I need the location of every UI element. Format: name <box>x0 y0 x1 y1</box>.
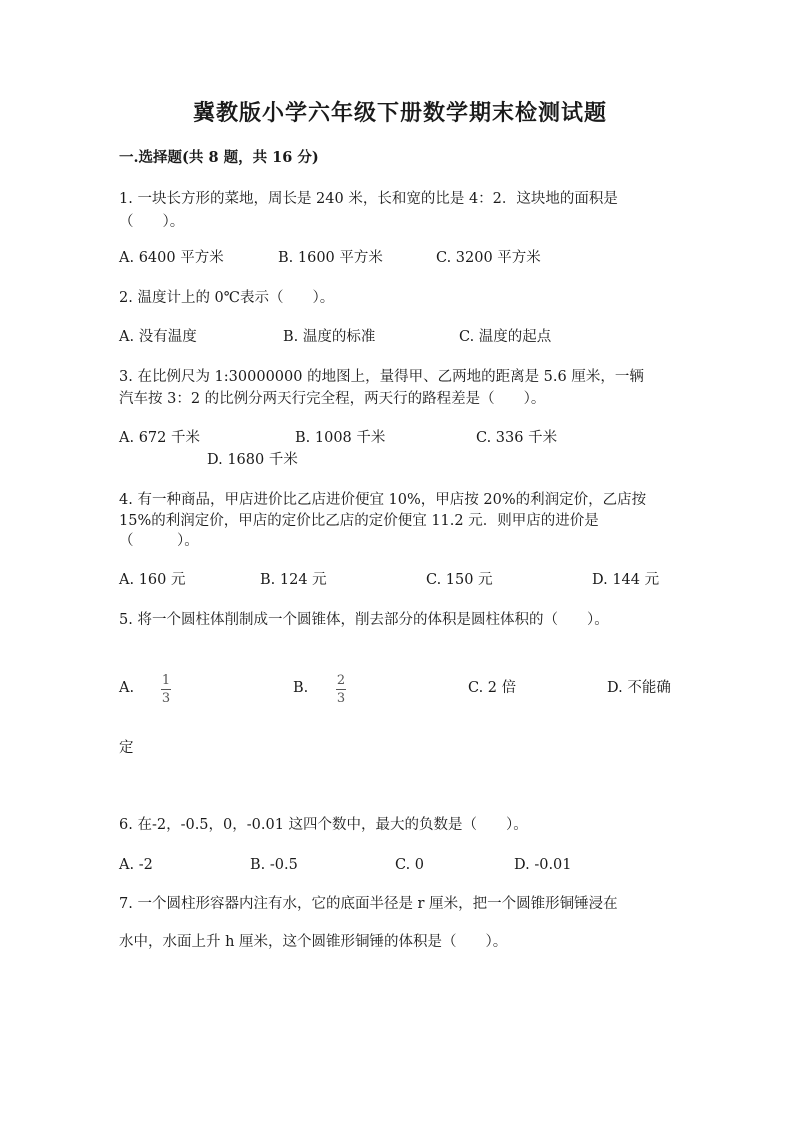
question-4-line-1: 4. 有一种商品，甲店进价比乙店进价便宜 10%，甲店按 20%的利润定价，乙店按 <box>119 492 647 508</box>
question-2-option-b: B. 温度的标准 <box>283 329 376 345</box>
section-heading: 一.选择题(共 8 题，共 16 分) <box>119 149 319 166</box>
question-5-option-d: D. 不能确 <box>607 680 671 696</box>
question-6-option-b: B. -0.5 <box>250 857 298 873</box>
question-7-line-2: 水中，水面上升 h 厘米，这个圆锥形铜锤的体积是（ ）。 <box>119 934 508 950</box>
question-1-line-2: （ ）。 <box>119 214 185 230</box>
question-1-line-1: 1. 一块长方形的菜地，周长是 240 米，长和宽的比是 4：2．这块地的面积是 <box>119 191 618 207</box>
question-2-option-c: C. 温度的起点 <box>459 329 552 345</box>
question-6-line-1: 6. 在-2，-0.5，0，-0.01 这四个数中，最大的负数是（ ）。 <box>119 817 528 833</box>
question-6-option-a: A. -2 <box>119 857 153 873</box>
question-3-option-a: A. 672 千米 <box>119 430 200 446</box>
question-5-option-b: B. <box>293 680 309 696</box>
fraction-a-numerator: 1 <box>161 673 171 688</box>
question-6-option-c: C. 0 <box>395 857 425 873</box>
question-3-option-b: B. 1008 千米 <box>295 430 386 446</box>
fraction-b-numerator: 2 <box>336 673 346 688</box>
fraction-a-denominator: 3 <box>161 691 171 706</box>
question-5-fraction-b <box>336 673 346 706</box>
question-3-line-2: 汽车按 3：2 的比例分两天行完全程，两天行的路程差是（ ）。 <box>119 391 546 407</box>
question-1-option-b: B. 1600 平方米 <box>278 250 383 266</box>
question-1-option-c: C. 3200 平方米 <box>436 250 541 266</box>
question-3-line-1: 3. 在比例尺为 1:30000000 的地图上，量得甲、乙两地的距离是 5.6 厘米，一辆 <box>119 369 644 385</box>
question-4-option-d: D. 144 元 <box>592 572 660 588</box>
question-3-option-c: C. 336 千米 <box>476 430 558 446</box>
question-4-option-c: C. 150 元 <box>426 572 493 588</box>
question-4-line-3: （ ）。 <box>119 533 199 549</box>
question-3-option-d: D. 1680 千米 <box>207 452 298 468</box>
question-5-option-c: C. 2 倍 <box>468 680 517 696</box>
question-5-line-1: 5. 将一个圆柱体削制成一个圆锥体，削去部分的体积是圆柱体积的（ ）。 <box>119 612 609 628</box>
question-4-option-b: B. 124 元 <box>260 572 327 588</box>
question-7-line-1: 7. 一个圆柱形容器内注有水，它的底面半径是 r 厘米，把一个圆锥形铜锤浸在 <box>119 896 618 912</box>
page-title: 冀教版小学六年级下册数学期末检测试题 <box>192 100 607 126</box>
question-5-fraction-a <box>161 673 171 706</box>
question-4-option-a: A. 160 元 <box>119 572 186 588</box>
question-4-line-2: 15%的利润定价，甲店的定价比乙店的定价便宜 11.2 元．则甲店的进价是 <box>119 513 599 529</box>
fraction-b-bar <box>336 689 346 690</box>
question-5-option-a: A. <box>119 680 135 696</box>
question-5-option-d-wrap: 定 <box>119 740 134 756</box>
question-6-option-d: D. -0.01 <box>514 857 572 873</box>
fraction-a-bar <box>161 689 171 690</box>
question-2-line-1: 2. 温度计上的 0℃表示（ ）。 <box>119 290 335 306</box>
question-1-option-a: A. 6400 平方米 <box>119 250 224 266</box>
fraction-b-denominator: 3 <box>336 691 346 706</box>
question-2-option-a: A. 没有温度 <box>119 329 197 345</box>
